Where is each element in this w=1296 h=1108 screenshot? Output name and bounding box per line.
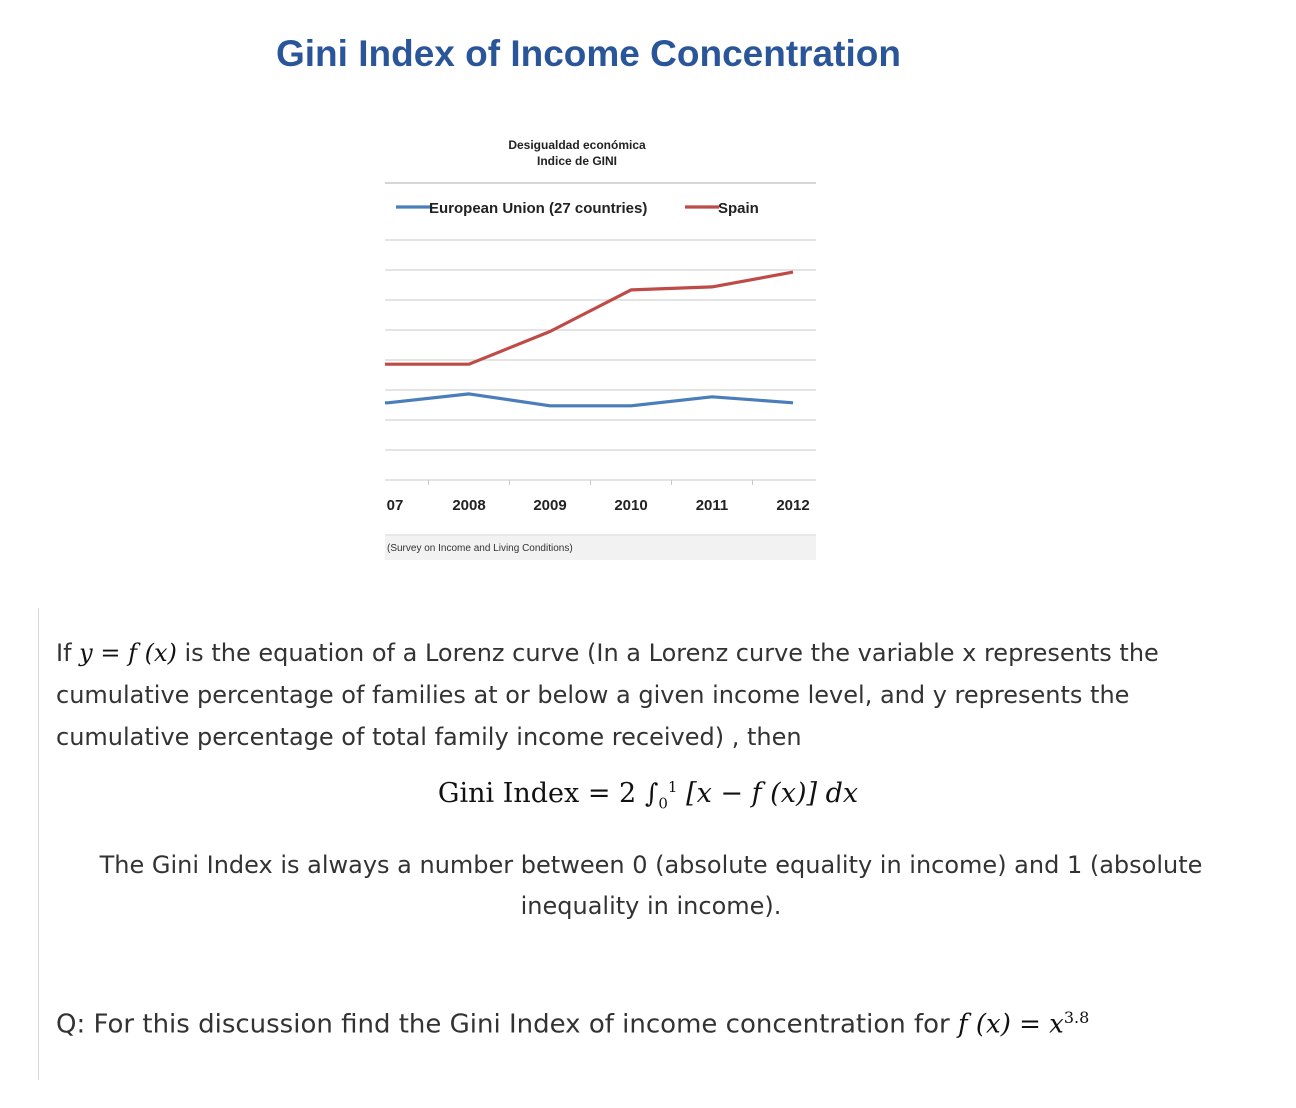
para1-if: If bbox=[56, 639, 72, 667]
gini-chart bbox=[370, 128, 820, 568]
para1-text: is the equation of a Lorenz curve (In a Lorenz curve the variable x represents the cumulative percentage of families at or below a given income level, and y represents the cumulative percentage of total family income received) , then bbox=[56, 639, 1159, 751]
question-function: f (x) = x bbox=[958, 1009, 1064, 1040]
formula-label: Gini Index bbox=[437, 778, 580, 809]
x-tick-label: 2010 bbox=[614, 497, 648, 514]
integral-upper: 1 bbox=[667, 778, 678, 796]
x-tick-label: 2009 bbox=[533, 497, 567, 514]
x-tick-label: 2011 bbox=[695, 497, 729, 514]
chart-svg bbox=[370, 128, 820, 568]
content-left-rule bbox=[38, 608, 39, 1080]
integral-sign: ∫ bbox=[644, 779, 659, 809]
gini-formula bbox=[0, 778, 1296, 812]
chart-title: Desigualdad económica bbox=[508, 138, 646, 152]
chart-subtitle: Indice de GINI bbox=[536, 154, 618, 168]
gini-range-note: The Gini Index is always a number between 0 (absolute equality in income) and 1 (absolute inequality in income). bbox=[99, 851, 1203, 920]
integral-lower: 0 bbox=[658, 794, 668, 813]
question-exponent: 3.8 bbox=[1063, 1008, 1090, 1027]
source-note: (Survey on Income and Living Conditions) bbox=[387, 543, 573, 554]
legend-label: Spain bbox=[718, 200, 759, 217]
x-tick-label: 07 bbox=[386, 497, 404, 514]
series-line-european-union-27-countries- bbox=[385, 394, 793, 406]
series-line-spain bbox=[385, 272, 793, 364]
legend-label: European Union (27 countries) bbox=[429, 200, 648, 217]
formula-coef: = 2 bbox=[587, 778, 637, 809]
x-tick-label: 2012 bbox=[776, 497, 810, 514]
lorenz-definition bbox=[56, 632, 1256, 758]
page-title: Gini Index of Income Concentration bbox=[276, 33, 901, 74]
question-text: Q: For this discussion find the Gini Index of income concentration for bbox=[56, 1009, 950, 1040]
discussion-question bbox=[56, 1008, 1276, 1040]
para1-equation: y = f (x) bbox=[79, 639, 177, 667]
x-tick-label: 2008 bbox=[452, 497, 486, 514]
formula-body: [x − f (x)] dx bbox=[686, 778, 859, 809]
chart-legend bbox=[396, 200, 759, 217]
